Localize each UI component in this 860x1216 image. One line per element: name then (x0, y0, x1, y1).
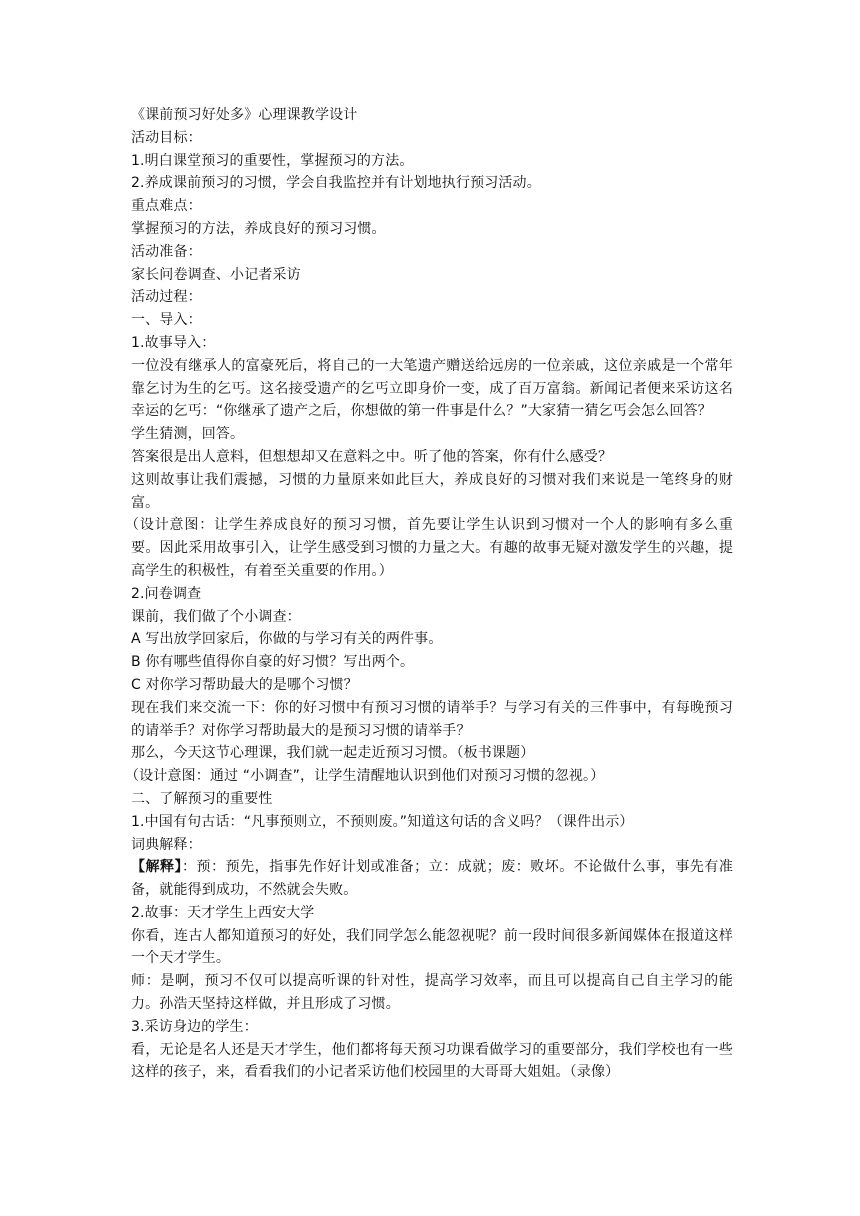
survey-heading: 2.问卷调查 (131, 585, 202, 602)
survey-item-a: A 写出放学回家后，你做的与学习有关的两件事。 (131, 631, 443, 648)
goal-item-1: 1.明白课堂预习的重要性，掌握预习的方法。 (131, 152, 414, 169)
prep-text: 家长问卷调查、小记者采访 (131, 266, 301, 283)
teacher-paragraph: 师：是啊，预习不仅可以提高听课的针对性，提高学习效率，而且可以提高自己自主学习的能力。孙浩天坚持这样做，并且形成了习惯。 (131, 973, 733, 1013)
explain-label: 【解释】 (131, 859, 183, 876)
design-intent-2: （设计意图：通过 “小调查”，让学生清醒地认识到他们对预习习惯的忽视。） (125, 768, 605, 785)
survey-item-c: C 对你学习帮助最大的是哪个习惯？ (131, 676, 358, 693)
exchange-paragraph: 现在我们来交流一下：你的好习惯中有预习习惯的请举手？与学习有关的三件事中，有每晚预习的请举手？对你学习帮助最大的是预习习惯的请举手？ (131, 699, 733, 739)
then-paragraph: 那么，今天这节心理课，我们就一起走近预习习惯。（板书课题） (131, 745, 535, 762)
shock-paragraph: 这则故事让我们震撼，习惯的力量原来如此巨大，养成良好的习惯对我们来说是一笔终身的财富。 (131, 471, 733, 511)
prep-heading: 活动准备： (131, 243, 202, 260)
key-text: 掌握预习的方法，养成良好的预习习惯。 (131, 220, 386, 237)
survey-intro: 课前，我们做了个小调查： (131, 608, 301, 625)
survey-item-b: B 你有哪些值得你自豪的好习惯？写出两个。 (131, 654, 415, 671)
process-heading: 活动过程： (131, 289, 202, 306)
genius-paragraph: 你看，连古人都知道预习的好处，我们同学怎么能忽视呢？前一段时间很多新闻媒体在报道这样一个天才学生。 (131, 927, 733, 967)
dictionary-heading: 词典解释： (131, 836, 202, 853)
explain-text: ：预：预先，指事先作好计划或准备；立：成就；废：败坏。不论做什么事，事先有准备，就能得到成功，不然就会失败。 (131, 859, 733, 899)
goal-item-2: 2.养成课前预习的习惯，学会自我监控并有计划地执行预习活动。 (131, 175, 541, 192)
section-1-heading: 一、导入： (131, 312, 202, 329)
document-title: 《课前预习好处多》心理课教学设计 (131, 107, 358, 123)
guess-paragraph: 学生猜测，回答。 (131, 426, 245, 443)
section-2-heading: 二、了解预习的重要性 (131, 790, 273, 807)
interview-heading: 3.采访身边的学生： (131, 1018, 258, 1035)
proverb-paragraph: 1.中国有句古话：“凡事预则立，不预则废。”知道这句话的含义吗？（课件出示） (131, 813, 634, 830)
story-heading: 1.故事导入： (131, 334, 216, 351)
story-paragraph: 一位没有继承人的富豪死后，将自己的一大笔遗产赠送给远房的一位亲戚，这位亲戚是一个常年靠乞讨为生的乞丐。这名接受遗产的乞丐立即身价一变，成了百万富翁。新闻记者便来采访这名幸运的乞丐：“你继承了遗产之后，你想做的第一件事是什么？”大家猜一猜乞丐会怎么回答？ (131, 357, 733, 420)
design-intent-1: （设计意图：让学生养成良好的预习习惯，首先要让学生认识到习惯对一个人的影响有多么重要。因此采用故事引入，让学生感受到习惯的力量之大。有趣的故事无疑对激发学生的兴趣，提高学生的积极性，有着至关重要的作用。） (125, 517, 733, 579)
genius-heading: 2.故事：天才学生上西安大学 (131, 904, 315, 921)
document-page (125, 104, 733, 1084)
goal-heading: 活动目标： (131, 129, 202, 146)
explain-paragraph (131, 856, 733, 902)
interview-paragraph: 看，无论是名人还是天才学生，他们都将每天预习功课看做学习的重要部分，我们学校也有一些这样的孩子，来，看看我们的小记者采访他们校园里的大哥哥大姐姐。（录像） (131, 1041, 733, 1081)
answer-paragraph: 答案很是出人意料，但想想却又在意料之中。听了他的答案，你有什么感受？ (131, 448, 613, 465)
key-heading: 重点难点： (131, 198, 202, 215)
